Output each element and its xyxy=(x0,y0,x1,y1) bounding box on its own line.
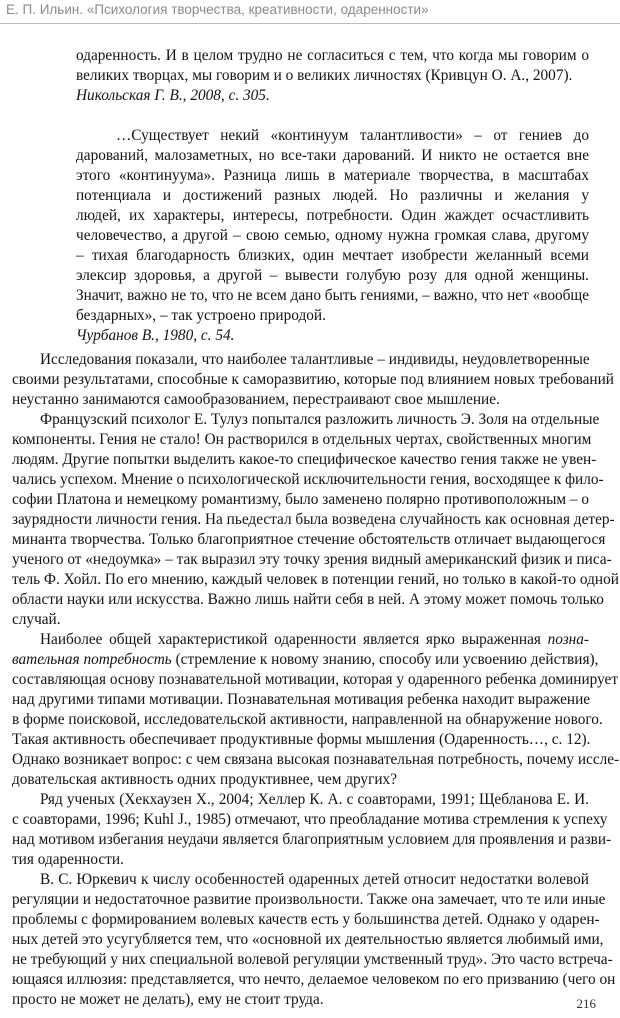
paragraph-line: составляющая основу познавательной мотивации, которая у одаренного ребенка доминирует xyxy=(12,671,619,688)
quote2-line: …Существует некий «континуум талантливости» – от гениев до xyxy=(116,127,589,144)
quote1-line: одаренность. И в целом трудно не согласиться с тем, что когда мы говорим о xyxy=(76,47,589,64)
paragraph-line: минанта творчества. Только благоприятное стечение обстоятельств отличает выдающегося xyxy=(12,531,606,548)
paragraph-line: случай. xyxy=(12,611,61,628)
quote1-citation: Никольская Г. В., 2008, с. 305. xyxy=(76,87,270,104)
paragraph-text: (стремление к новому знанию, способу или усвоению действия), xyxy=(171,651,599,668)
paragraph-line: своими результатами, способные к саморазвитию, которые под влиянием новых требований xyxy=(12,371,614,388)
paragraph-line: ющаяся иллюзия: представляется, что нечто, делаемое человеком по его призванию (чего он xyxy=(12,971,616,988)
paragraph-line: тия одаренности. xyxy=(12,851,124,868)
paragraph-line: проблемы с формированием волевых качеств есть у большинства детей. Однако у одарен- xyxy=(12,911,600,928)
paragraph-line: области науки или искусства. Важно лишь найти себя в ней. А этому может помочь только xyxy=(12,591,604,608)
paragraph-text: Наиболее общей характеристикой одаренности является ярко выраженная xyxy=(40,631,548,648)
paragraph-line: чались успехом. Мнение о психологической исключительности гения, восходящее к фило- xyxy=(12,471,604,488)
running-head: Е. П. Ильин. «Психология творчества, креативности, одаренности» xyxy=(6,2,429,17)
emphasis-term: позна- xyxy=(547,631,589,648)
paragraph-line: ных детей это усугубляется тем, что «основной их деятельностью является любимый ими, xyxy=(12,931,604,948)
paragraph-line-mixed xyxy=(40,630,589,650)
quote2-citation: Чурбанов В., 1980, с. 54. xyxy=(76,327,235,344)
emphasis-term: вательная потребность xyxy=(12,651,172,668)
paragraph-line: Такая активность обеспечивает продуктивные формы мышления (Одаренность…, с. 12). xyxy=(12,731,591,748)
paragraph-line: В. С. Юркевич к числу особенностей одаренных детей относит недостатки волевой xyxy=(40,871,589,888)
quote2-line: – тихая благодарность близких, один мечтает изобрести желанный всеми xyxy=(76,247,589,264)
paragraph-line: тель Ф. Хойл. По его мнению, каждый человек в потенции гений, но только в какой-то одной xyxy=(12,571,619,588)
paragraph-line: просто не может не делать), ему не стоит труда. xyxy=(12,991,324,1008)
paragraph-line: Ряд ученых (Хекхаузен Х., 2004; Хеллер К. А. с соавторами, 1991; Щебланова Е. И. xyxy=(40,791,589,808)
paragraph-line: с соавторами, 1996; Kuhl J., 1985) отмечают, что преобладание мотива стремления к успеху xyxy=(12,811,608,828)
paragraph-line: довательская активность одних продуктивнее, чем других? xyxy=(12,771,397,788)
quote2-line: людей, их характеры, интересы, потребности. Один жаждет осчастливить xyxy=(76,207,589,224)
paragraph-line: Французский психолог Е. Тулуз попытался разложить личность Э. Золя на отдельные xyxy=(40,411,600,428)
quote1-line: великих творцах, мы говорим и о великих личностях (Кривцун О. А., 2007). xyxy=(76,67,573,84)
paragraph-line: не требующий у них специальной волевой регуляции умственный труд». Это часто встреча- xyxy=(12,951,613,968)
page-number: 216 xyxy=(576,996,596,1011)
quote2-line: человечество, а другой – свою семью, одному нужна громкая слава, другому xyxy=(76,227,589,244)
paragraph-line: Однако возникает вопрос: с чем связана высокая познавательная потребность, почему иссле- xyxy=(12,751,620,768)
quote2-line: бездарных», – так устроено природой. xyxy=(76,307,326,324)
paragraph-line: в форме поисковой, исследовательской активности, направленной на обнаружение нового. xyxy=(12,711,603,728)
paragraph-line: над другими типами мотивации. Познавательная мотивация ребенка находит выражение xyxy=(12,691,591,708)
paragraph-line-mixed xyxy=(12,650,599,670)
quote2-line: элексир здоровья, а другой – вывести голубую розу для одной женщины. xyxy=(76,267,589,284)
paragraph-line: регуляции и недостаточное развитие произвольности. Также она замечает, что те или иные xyxy=(12,891,606,908)
paragraph-line: ученого от «недоумка» – так выразил эту точку зрения видный американский физик и писа- xyxy=(12,551,612,568)
paragraph-line: компоненты. Гения не стало! Он растворился в отдельных чертах, свойственных многим xyxy=(12,431,592,448)
paragraph-line: заурядности личности гения. На пьедестал была возведена случайность как основная детер- xyxy=(12,511,615,528)
quote2-line: дарований, малозаметных, но все-таки дарований. И никто не остается вне xyxy=(76,147,589,164)
paragraph-line: людям. Другие попытки выделить какое-то специфическое качество гения также не увен- xyxy=(12,451,597,468)
paragraph-line: Исследования показали, что наиболее талантливые – индивиды, неудовлетворенные xyxy=(40,351,590,368)
quote2-line: Значит, важно не то, что не всем дано быть гениями, – важно, что нет «вообще xyxy=(76,287,590,304)
paragraph-line: неустанно занимаются самообразованием, перестраивают свое мышление. xyxy=(12,391,500,408)
quote2-line: потенциала и достижений разных людей. Но различны и желания у xyxy=(76,187,589,204)
paragraph-line: софии Платона и немецкому романтизму, было заменено полярно противоположным – о xyxy=(12,491,589,508)
header-divider xyxy=(0,23,620,24)
quote2-line: этого «континуума». Разница лишь в материале творчества, в масштабах xyxy=(76,167,589,184)
paragraph-line: над мотивом избегания неудачи является благоприятным условием для проявления и разви- xyxy=(12,831,612,848)
